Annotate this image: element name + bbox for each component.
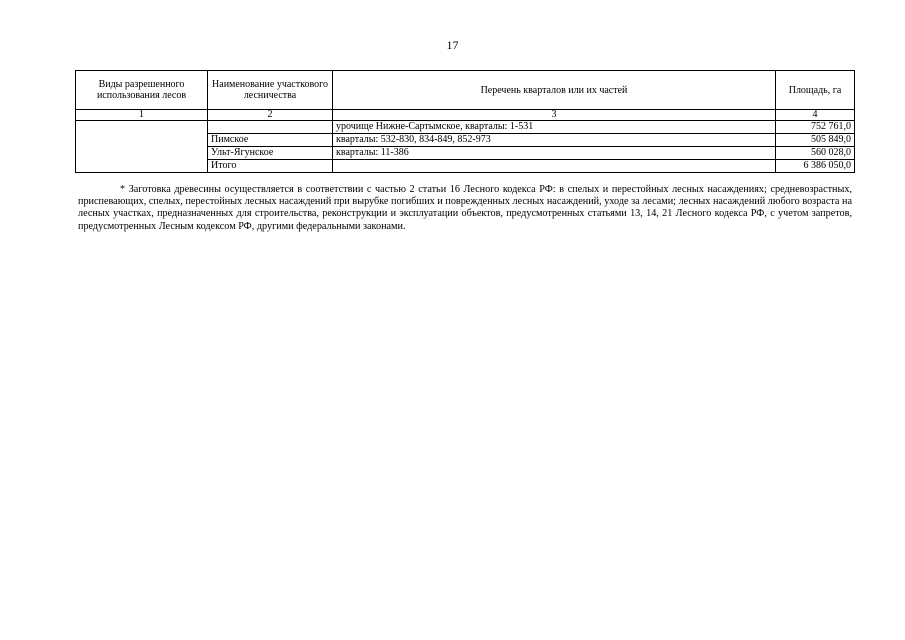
header-quarters: Перечень кварталов или их частей [333,71,776,110]
area-cell: 752 761,0 [776,121,855,134]
quarters-cell: урочище Нижне-Сартымское, кварталы: 1-531 [333,121,776,134]
total-label: Итого [208,160,333,173]
forestry-cell: Пимское [208,134,333,147]
column-number: 4 [776,110,855,121]
quarters-cell: кварталы: 532-830, 834-849, 852-973 [333,134,776,147]
column-number: 1 [76,110,208,121]
header-area: Площадь, га [776,71,855,110]
header-forestry: Наименование участкового лесничества [208,71,333,110]
total-quarters-cell [333,160,776,173]
usage-type-cell [76,121,208,173]
quarters-cell: кварталы: 11-386 [333,147,776,160]
footnote: * Заготовка древесины осуществляется в соответствии с частью 2 статьи 16 Лесного кодекса РФ: в спелых и перестойных лесных насаждениях; средневозрастных, приспевающих, спелых, перестойных лесных насаждений при вырубке погибших и поврежденных лесных насаждений, уходе за лесами; лесных насаждений любого возраста на лесных участках, предназначенных для строительства, реконструкции и эксплуатации объектов, предусмотренных статьями 13, 14, 21 Лесного кодекса РФ, с учетом запретов, предусмотренных Лесным кодексом РФ, другими федеральными законами. [78,184,852,232]
total-area: 6 386 050,0 [776,160,855,173]
column-number: 3 [333,110,776,121]
table-header-row [76,71,855,110]
area-cell: 505 849,0 [776,134,855,147]
forest-quarters-table [75,70,855,173]
column-number: 2 [208,110,333,121]
forestry-cell [208,121,333,134]
page-number: 17 [446,38,459,52]
column-number-row [76,110,855,121]
header-usage-type: Виды разрешенного использования лесов [76,71,208,110]
table-row [76,121,855,134]
area-cell: 560 028,0 [776,147,855,160]
forestry-cell: Ульт-Ягунское [208,147,333,160]
